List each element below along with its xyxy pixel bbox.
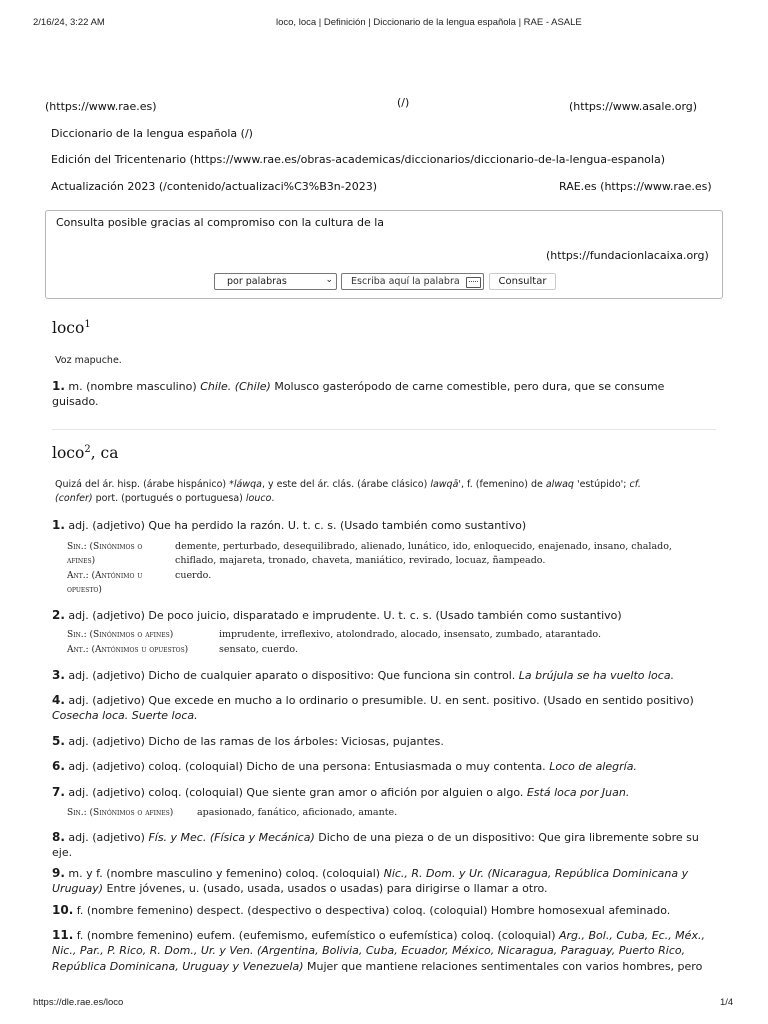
ant2-text: sensato, cuerdo. — [219, 644, 298, 655]
entry-separator — [52, 429, 716, 430]
syn7-text: apasionado, fanático, aficionado, amante. — [197, 807, 398, 818]
syn1-text: demente, perturbado, desequilibrado, alienado, lunático, ido, enloquecido, enajenado, insano, chalado, chiflado, majareta, tronado, chaveta, maniático, revirado, locuaz, ñampeado. — [175, 541, 672, 566]
keyboard-icon[interactable] — [466, 277, 481, 288]
search-mode-value: por palabras — [227, 276, 287, 287]
entry2-lemma: loco$^2$, ca — [52, 444, 119, 462]
entry2-sense-8-cont: eje. — [52, 846, 73, 859]
entry1-etymology: Voz mapuche. — [55, 355, 122, 366]
syn2-label: Sin.: (Sinónimos o afines) — [67, 630, 174, 640]
print-page-number: 1/4 — [720, 997, 734, 1008]
sponsor-text: Consulta posible gracias al compromiso con la cultura de la — [56, 216, 385, 229]
rae-logo-link[interactable]: (https://www.rae.es) — [45, 100, 157, 113]
search-button[interactable]: Consultar — [489, 273, 556, 290]
rae-es-link[interactable]: RAE.es (https://www.rae.es) — [559, 180, 712, 193]
ant1-text: cuerdo. — [175, 570, 212, 581]
syn2-text: imprudente, irreflexivo, atolondrado, alocado, insensato, zumbado, atarantado. — [219, 629, 601, 640]
update-link[interactable]: Actualización 2023 (/contenido/actualizaci%C3%B3n-2023) — [51, 180, 377, 193]
ant2-label: Ant.: (Antónimos u opuestos) — [67, 645, 189, 655]
print-datetime: 2/16/24, 3:22 AM — [33, 17, 105, 28]
entry2-sense-3: 3. adj. (adjetivo) Dicho de cualquier aparato o dispositivo: Que funciona sin control. La brújula se ha vuelto loca. — [52, 668, 675, 682]
entry2-sense-1: 1. adj. (adjetivo) Que ha perdido la razón. U. t. c. s. (Usado también como sustantivo) — [52, 518, 527, 532]
dictionary-link[interactable]: Diccionario de la lengua española (/) — [51, 127, 253, 140]
ant1-label: Ant.: (Antónimo u opuesto) — [67, 571, 143, 595]
entry2-sense-11: 11. f. (nombre femenino) eufem. (eufemismo, eufemístico o eufemística) coloq. (coloquial) Arg., Bol., Cuba, Ec., Méx., — [52, 928, 705, 942]
entry2-sense-4: 4. adj. (adjetivo) Que excede en mucho a lo ordinario o presumible. U. en sent. positivo. (Usado en sentido positivo) — [52, 693, 694, 707]
entry2-sense-4-example: Cosecha loca. Suerte loca. — [52, 709, 198, 722]
syn1-label: Sin.: (Sinónimos o afines) — [67, 542, 143, 566]
print-title: loco, loca | Definición | Diccionario de la lengua española | RAE - ASALE — [276, 17, 582, 28]
print-footer-url: https://dle.rae.es/loco — [33, 997, 124, 1008]
edition-link[interactable]: Edición del Tricentenario (https://www.rae.es/obras-academicas/diccionarios/diccionario-de-la-lengua-espanola) — [51, 153, 665, 166]
search-input[interactable] — [341, 273, 484, 290]
entry2-etymology-line2: (confer) port. (portugués o portuguesa) louco. — [55, 493, 275, 504]
home-link[interactable]: (/) — [397, 96, 410, 109]
entry2-sense-11-cont1: Nic., Par., P. Rico, R. Dom., Ur. y Ven. (Argentina, Bolivia, Cuba, Ecuador, México, Nicaragua, Paraguay, Puerto Rico, — [52, 944, 686, 957]
entry2-sense-2: 2. adj. (adjetivo) De poco juicio, disparatado e imprudente. U. t. c. s. (Usado también como sustantivo) — [52, 608, 622, 622]
entry2-sense-11-cont2: República Dominicana, Uruguay y Venezuela) Mujer que mantiene relaciones sentimentales con varios hombres, pero — [52, 960, 703, 973]
search-placeholder: Escriba aquí la palabra — [351, 276, 460, 287]
entry2-sense-6: 6. adj. (adjetivo) coloq. (coloquial) Dicho de una persona: Entusiasmada o muy contenta. Loco de alegría. — [52, 759, 637, 773]
search-mode-select[interactable] — [214, 273, 337, 290]
entry1-sense-1: 1. m. (nombre masculino) Chile. (Chile) Molusco gasterópodo de carne comestible, pero dura, que se consume — [52, 379, 665, 393]
sponsor-link[interactable]: (https://fundacionlacaixa.org) — [546, 249, 709, 262]
entry2-sense-10: 10. f. (nombre femenino) despect. (despectivo o despectiva) coloq. (coloquial) Hombre homosexual afeminado. — [52, 903, 671, 917]
syn7-label: Sin.: (Sinónimos o afines) — [67, 808, 174, 818]
entry2-sense-8: 8. adj. (adjetivo) Fís. y Mec. (Física y Mecánica) Dicho de una pieza o de un dispositivo: Que gira libremente sobre su — [52, 830, 699, 844]
entry2-sense-9: 9. m. y f. (nombre masculino y femenino) coloq. (coloquial) Nic., R. Dom. y Ur. (Nicaragua, República Dominicana y — [52, 866, 689, 880]
chevron-down-icon: ⌄ — [325, 275, 333, 285]
asale-logo-link[interactable]: (https://www.asale.org) — [569, 100, 698, 113]
entry2-sense-7: 7. adj. (adjetivo) coloq. (coloquial) Que siente gran amor o afición por alguien o algo. Está loca por Juan. — [52, 785, 630, 799]
entry2-etymology-line1: Quizá del ár. hisp. (árabe hispánico) *láwqa, y este del ár. clás. (árabe clásico) lawqā', f. (femenino) de alwaq 'estúpido'; cf. — [55, 479, 641, 490]
entry1-sense-1-cont: guisado. — [52, 395, 99, 408]
entry2-sense-5: 5. adj. (adjetivo) Dicho de las ramas de los árboles: Viciosas, pujantes. — [52, 734, 444, 748]
entry2-sense-9-cont: Uruguay) Entre jóvenes, u. (usado, usada, usados o usadas) para dirigirse o llamar a otro. — [52, 882, 548, 895]
entry1-lemma: loco$^1$ — [52, 319, 91, 337]
